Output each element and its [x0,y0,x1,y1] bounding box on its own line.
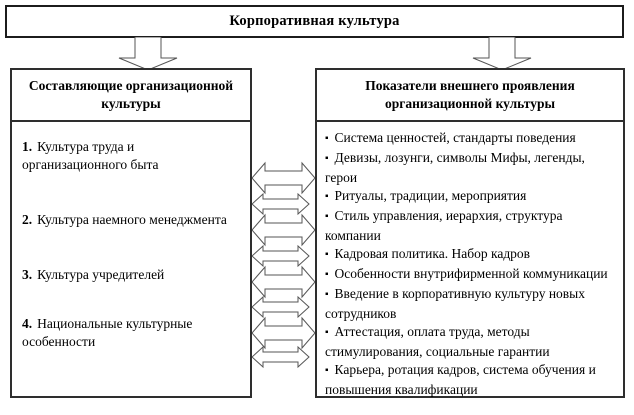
item-text: Карьера, ротация кадров, система обучения и повышения квалификации [325,362,596,397]
down-arrow-icon [472,37,532,71]
bullet-icon: ▪ [325,211,329,222]
diagram-title: Корпоративная культура [229,13,400,29]
double-arrow-icon [252,194,309,214]
down-arrow-icon [118,37,178,71]
double-arrow-icon [252,267,315,297]
item-number: 2. [22,212,33,227]
bullet-icon: ▪ [325,133,329,144]
list-item [22,266,242,284]
item-text: Культура наемного менеджмента [37,212,227,227]
list-item [325,187,617,207]
list-item [22,315,242,351]
right-panel-title: Показатели внешнего проявления организационной культуры [365,77,575,111]
double-arrow-icon [252,246,309,266]
right-panel-list [317,122,623,399]
double-arrow-icon [252,215,315,245]
left-panel-list [12,122,250,351]
bullet-icon: ▪ [325,191,329,202]
double-arrow-icon [252,297,309,317]
right-panel [315,68,625,398]
item-text: Ритуалы, традиции, мероприятия [334,188,527,203]
item-text: Система ценностей, стандарты поведения [334,130,576,145]
title-box [5,5,624,38]
list-item [325,265,617,285]
item-number: 1. [22,139,33,154]
item-text: Стиль управления, иерархия, структура компании [325,208,563,243]
list-item [22,211,242,229]
item-text: Культура учредителей [37,267,165,282]
item-text: Кадровая политика. Набор кадров [334,246,531,261]
item-text: Аттестация, оплата труда, методы стимулирования, социальные гарантии [325,324,550,359]
bullet-icon: ▪ [325,153,329,164]
left-panel [10,68,252,398]
bullet-icon: ▪ [325,249,329,260]
item-text: Введение в корпоративную культуру новых сотрудников [325,286,586,321]
list-item [325,149,617,187]
right-panel-header [317,70,623,122]
item-text: Особенности внутрифирменной коммуникации [334,266,608,281]
item-number: 3. [22,267,33,282]
bullet-icon: ▪ [325,269,329,280]
bullet-icon: ▪ [325,289,329,300]
list-item [325,207,617,245]
double-arrow-icon [252,347,309,367]
item-text: Национальные культурные особенности [22,316,193,349]
list-item [325,323,617,361]
left-panel-header [12,70,250,122]
bullet-icon: ▪ [325,365,329,376]
list-item [325,285,617,323]
bullet-icon: ▪ [325,327,329,338]
left-panel-title: Составляющие организационной культуры [28,77,234,111]
list-item [22,138,242,174]
item-text: Девизы, лозунги, символы Мифы, легенды, герои [325,150,585,185]
list-item [325,361,617,399]
list-item [325,245,617,265]
link-arrows [252,160,315,372]
item-number: 4. [22,316,33,331]
double-arrow-icon [252,318,315,348]
list-item [325,129,617,149]
item-text: Культура труда и организационного быта [22,139,159,172]
double-arrow-icon [252,163,315,193]
